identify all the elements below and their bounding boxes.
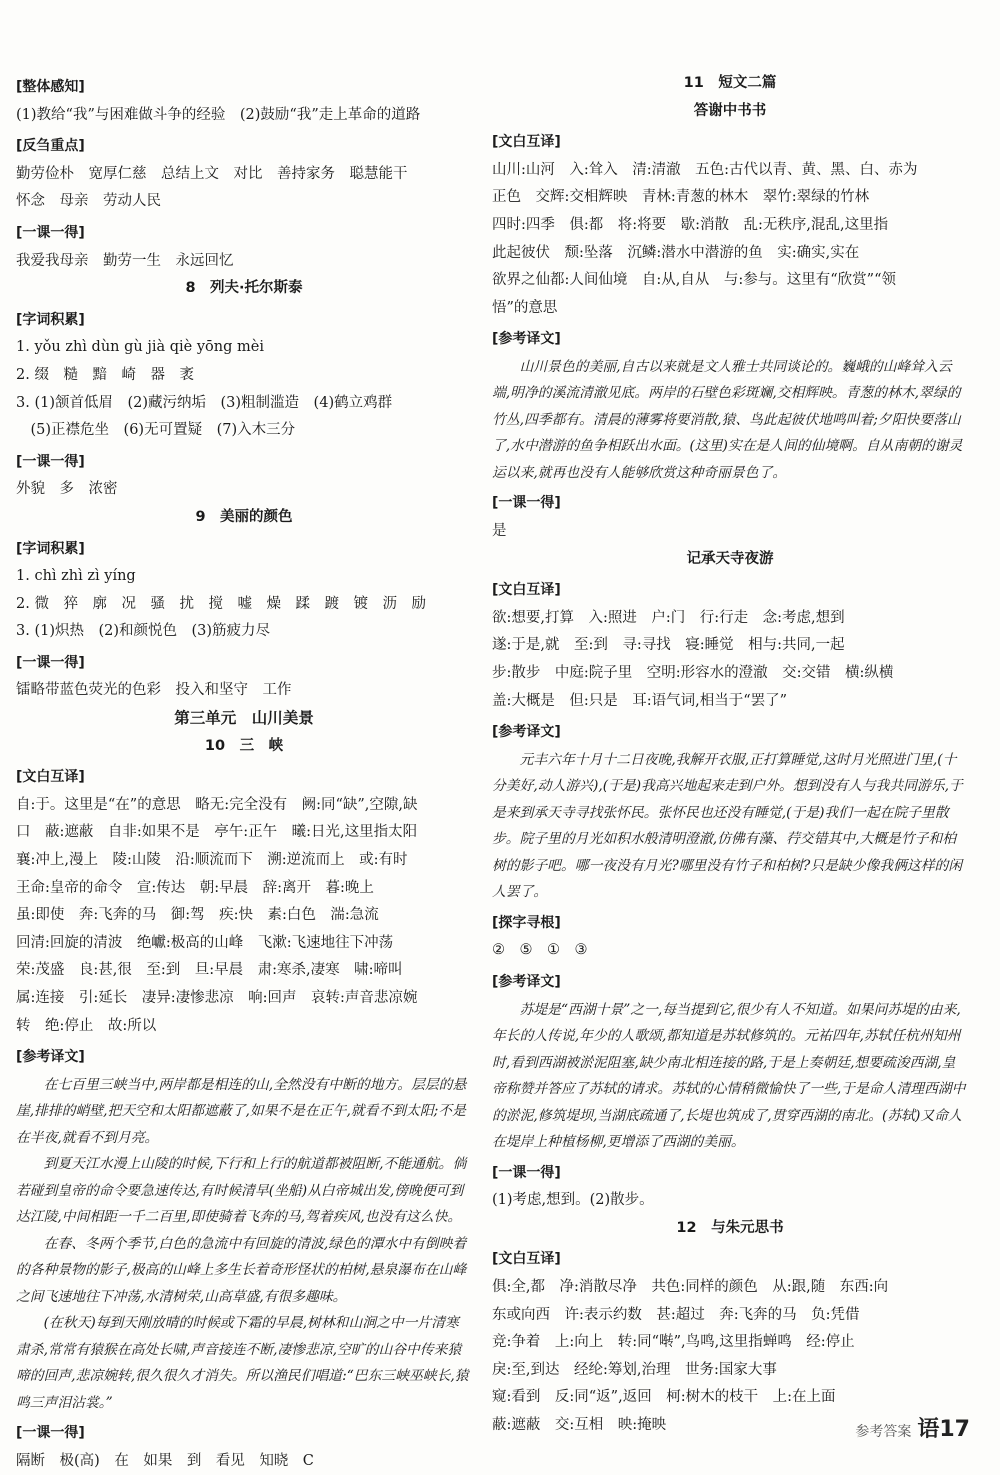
translation-paragraph: (在秋天)每到天刚放晴的时候或下霜的早晨,树林和山涧之中一片清寒肃杀,常常有猿猴在高处长啸,声音接连不断,凄惨悲凉,空旷的山谷中传来猿啼的回声,悲凉婉转,很久很久才消失。所以渔民们唱道:“巴东三峡巫峡长,猿鸣三声泪沾裳。” [16, 1315, 469, 1411]
section-label: [参考译文] [492, 331, 561, 348]
answer-line: 戾:至,到达 经纶:筹划,治理 世务:国家大事 [492, 1361, 777, 1378]
translation-paragraph: 苏堤是“西湖十景”之一,每当提到它,很少有人不知道。如果问苏堤的由来,年长的人传说,年少的人歌颂,都知道是苏轼修筑的。元祐四年,苏轼任杭州知州时,看到西湖被淤泥阻塞,缺少南北相连接的路,于是上奏朝廷,想要疏浚西湖,皇帝称赞并答应了苏轼的请求。苏轼的心情稍微愉快了一些,于是命人清理西湖中的淤泥,修筑堤坝,当湖底疏通了,长堤也筑成了,贯穿西湖的南北。(苏轼)又命人在堤岸上种植杨柳,更增添了西湖的美丽。 [492, 1001, 966, 1151]
answer-line: 虽:即使 奔:飞奔的马 御:驾 疾:快 素:白色 湍:急流 [16, 907, 379, 924]
answer-line: 自:于。这里是“在”的意思 略无:完全没有 阙:同“缺”,空隙,缺 [16, 796, 418, 813]
answer-line: 盖:大概是 但:只是 耳:语气词,相当于“罢了” [492, 692, 788, 709]
section-label: [一课一得] [492, 1164, 561, 1181]
answer-line: 俱:全,都 净:消散尽净 共色:同样的颜色 从:跟,随 东西:向 [492, 1278, 889, 1295]
section-label: [一课一得] [492, 495, 561, 512]
section-label: [反刍重点] [16, 138, 85, 155]
answer-line: 口 蔽:遮蔽 自非:如果不是 亭午:正午 曦:日光,这里指太阳 [16, 824, 418, 841]
section-label: [探字寻根] [492, 914, 561, 931]
answer-line: 欲界之仙都:人间仙境 自:从,自从 与:参与。这里有“欣赏”“领 [492, 272, 897, 289]
answer-line: 竞:争着 上:向上 转:同“啭”,鸟鸣,这里指蝉鸣 经:停止 [492, 1334, 855, 1351]
section-label: [参考译文] [16, 1049, 85, 1066]
answer-line: 怀念 母亲 劳动人民 [16, 193, 161, 210]
answer-line: 属:连接 引:延长 凄异:凄惨悲凉 响:回声 哀转:声音悲凉婉 [16, 990, 418, 1006]
answer-line: 转 绝:停止 故:所以 [16, 1017, 157, 1034]
answer-line: 山川:山河 入:耸入 清:清澈 五色:古代以青、黄、黑、白、赤为 [492, 161, 918, 178]
right-column [492, 70, 968, 1440]
translation-paragraph: 在春、冬两个季节,白色的急流中有回旋的清波,绿色的潭水中有倒映着的各种景物的影子,极高的山峰上多生长着奇形怪状的柏树,悬泉瀑布在山峰之间飞速地往下冲荡,水清树荣,山高草盛,有很多趣味。 [16, 1235, 467, 1305]
section-label: [字词积累] [16, 540, 85, 557]
lesson-title: 8 列夫·托尔斯泰 [185, 280, 303, 297]
answer-line: 是 [492, 523, 507, 540]
section-label: [字词积累] [16, 311, 85, 328]
answer-line: 东或向西 许:表示约数 甚:超过 奔:飞奔的马 负:凭借 [492, 1306, 860, 1323]
section-label: [参考译文] [492, 973, 561, 990]
answer-line: 步:散步 中庭:院子里 空明:形容水的澄澈 交:交错 横:纵横 [492, 665, 894, 681]
answer-line: 2. 缀 糙 黯 崎 器 袤 [16, 366, 194, 383]
answer-line: (1)考虑,想到。(2)散步。 [492, 1192, 654, 1209]
lesson-title: 12 与朱元思书 [676, 1219, 784, 1236]
answer-line: 窥:看到 反:同“返”,返回 柯:树木的枝干 上:在上面 [492, 1389, 836, 1406]
answer-line: 王命:皇帝的命令 宣:传达 朝:早晨 辞:离开 暮:晚上 [16, 879, 374, 896]
section-label: [一课一得] [16, 224, 85, 241]
answer-line: (5)正襟危坐 (6)无可置疑 (7)入木三分 [16, 422, 296, 439]
answer-line: 正色 交辉:交相辉映 青林:青葱的林木 翠竹:翠绿的竹林 [492, 189, 870, 206]
answer-line: 蔽:遮蔽 交:互相 映:掩映 [492, 1416, 667, 1433]
section-label: [一课一得] [16, 453, 85, 470]
answer-line: 2. 微 猝 廓 况 骚 扰 搅 嘘 燥 蹂 踱 镀 沥 励 [16, 595, 426, 612]
page-number: 语17 [917, 1417, 970, 1442]
translation-paragraph: 在七百里三峡当中,两岸都是相连的山,全然没有中断的地方。层层的悬崖,排排的峭壁,把天空和太阳都遮蔽了,如果不是在正午,就看不到太阳;不是在半夜,就看不到月亮。 [16, 1076, 467, 1146]
answer-line: 3. (1)颔首低眉 (2)藏污纳垢 (3)粗制滥造 (4)鹤立鸡群 [16, 394, 393, 411]
answer-line: 襄:冲上,漫上 陵:山陵 沿:顺流而下 溯:逆流而上 或:有时 [16, 852, 408, 869]
answer-line: 外貌 多 浓密 [16, 481, 118, 498]
answer-line: 此起彼伏 颓:坠落 沉鳞:潜水中潜游的鱼 实:确实,实在 [492, 244, 860, 261]
page-footer [855, 1412, 970, 1443]
lesson-title: 答谢中书书 [693, 102, 767, 119]
answer-line: 四时:四季 俱:都 将:将要 歇:消散 乱:无秩序,混乱,这里指 [492, 216, 889, 233]
section-label: [文白互译] [492, 582, 561, 599]
section-label: [参考译文] [492, 724, 561, 741]
answer-line: 1. yǒu zhì dùn gù jià qiè yōng mèi [16, 339, 264, 356]
answer-line: 3. (1)炽热 (2)和颜悦色 (3)筋疲力尽 [16, 623, 271, 640]
answer-line: 我爱我母亲 勤劳一生 永远回忆 [16, 252, 234, 269]
translation-paragraph: 元丰六年十月十二日夜晚,我解开衣服,正打算睡觉,这时月光照进门里,(十分美好,动人游兴),(于是)我高兴地起来走到户外。想到没有人与我共同游乐,于是来到承天寺寻找张怀民。张怀民也还没有睡觉,(于是)我们一起在院子里散步。院子里的月光如积水般清明澄澈,仿佛有藻、荇交错其中,大概是竹子和柏树的影子吧。哪一夜没有月光?哪里没有竹子和柏树?只是缺少像我俩这样的闲人罢了。 [492, 751, 963, 901]
section-label: [一课一得] [16, 654, 85, 671]
answer-line: 遂:于是,就 至:到 寻:寻找 寝:睡觉 相与:共同,一起 [492, 637, 845, 654]
answer-line: 欲:想要,打算 入:照进 户:门 行:行走 念:考虑,想到 [492, 609, 845, 626]
section-label: [整体感知] [16, 79, 85, 95]
answer-line: 镭略带蓝色荧光的色彩 投入和坚守 工作 [16, 682, 292, 699]
section-label: [文白互译] [16, 769, 85, 786]
answer-line: 回清:回旋的清波 绝巘:极高的山峰 飞漱:飞速地往下冲荡 [16, 934, 394, 951]
lesson-title: 9 美丽的颜色 [195, 508, 293, 525]
translation-paragraph: 山川景色的美丽,自古以来就是文人雅士共同谈论的。巍峨的山峰耸入云端,明净的溪流清澈见底。两岸的石壁色彩斑斓,交相辉映。青葱的林木,翠绿的竹丛,四季都有。清晨的薄雾将要消散,猿、鸟此起彼伏地鸣叫着;夕阳快要落山了,水中潜游的鱼争相跃出水面。(这里)实在是人间的仙境啊。自从南朝的谢灵运以来,就再也没有人能够欣赏这种奇丽景色了。 [492, 358, 963, 481]
unit-title: 第三单元 山川美景 [174, 709, 314, 728]
translation-paragraph: 到夏天江水漫上山陵的时候,下行和上行的航道都被阻断,不能通航。倘若碰到皇帝的命令要急速传达,有时候清早(坐船)从白帝城出发,傍晚便可到达江陵,中间相距一千二百里,即使骑着飞奔的马,驾着疾风,也没有这么快。 [16, 1156, 467, 1226]
left-column [16, 70, 472, 1475]
lesson-title: 11 短文二篇 [683, 75, 777, 91]
footer-label: 参考答案 [855, 1424, 912, 1440]
answer-line: ② ⑤ ① ③ [492, 942, 588, 959]
section-label: [文白互译] [492, 134, 561, 151]
lesson-title: 记承天寺夜游 [686, 550, 774, 567]
answer-line: (1)教给“我”与困难做斗争的经验 (2)鼓励“我”走上革命的道路 [16, 106, 421, 123]
answer-line: 悟”的意思 [492, 299, 558, 316]
answer-line: 荣:茂盛 良:甚,很 至:到 旦:早晨 肃:寒杀,凄寒 啸:啼叫 [16, 962, 403, 979]
answer-line: 勤劳俭朴 宽厚仁慈 总结上文 对比 善持家务 聪慧能干 [16, 165, 408, 182]
answer-line: 1. chì zhì zì yíng [16, 568, 136, 585]
answer-line: 隔断 极(高) 在 如果 到 看见 知晓 C [16, 1452, 314, 1469]
lesson-title: 10 三 峡 [204, 737, 284, 754]
section-label: [一课一得] [16, 1425, 85, 1442]
section-label: [文白互译] [492, 1251, 561, 1268]
